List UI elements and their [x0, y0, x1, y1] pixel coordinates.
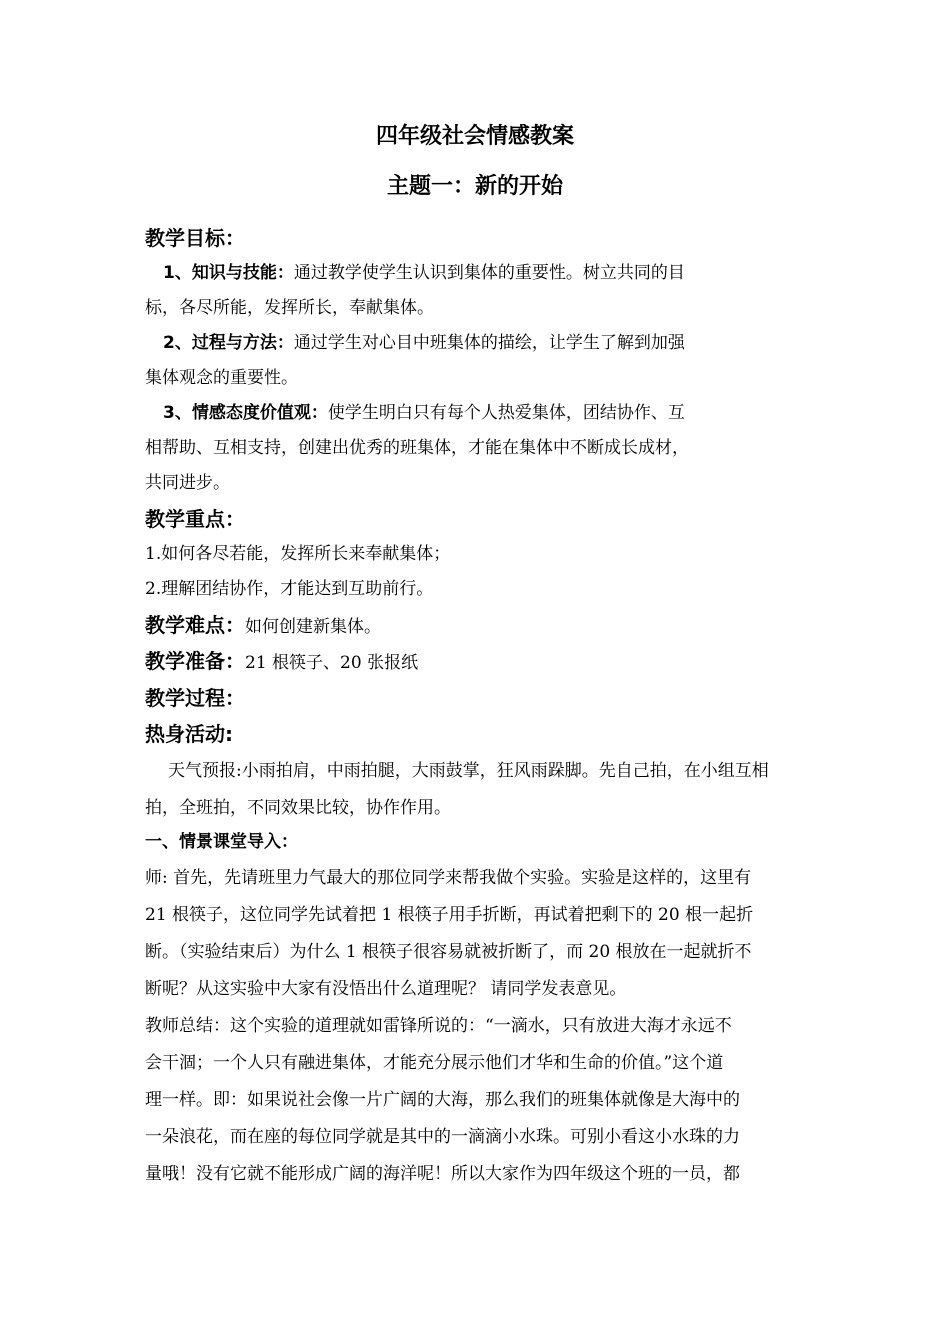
process-heading: 教学过程： — [145, 686, 245, 710]
section-1-line-4: 断呢？从这实验中大家有没悟出什么道理呢？ 请同学发表意见。 — [145, 979, 627, 999]
objectives-heading: 教学目标： — [145, 226, 245, 250]
objective-1-text: 通过教学使学生认识到集体的重要性。树立共同的目 — [293, 263, 685, 283]
objective-3-continued-1: 相帮助、互相支持，创建出优秀的班集体，才能在集体中不断成长成材， — [145, 438, 689, 458]
objective-2-text: 通过学生对心目中班集体的描绘，让学生了解到加强 — [293, 333, 685, 353]
objective-1-label: 1、知识与技能： — [163, 263, 294, 283]
difficulty-line — [145, 611, 381, 641]
warmup-heading: 热身活动: — [145, 722, 233, 746]
difficulty-text: 如何创建新集体。 — [245, 617, 381, 637]
section-1-line-9: 量哦！没有它就不能形成广阔的海洋呢！所以大家作为四年级这个班的一员，都 — [145, 1164, 740, 1184]
section-1-line-6: 会干涸；一个人只有融进集体，才能充分展示他们才华和生命的价值。”这个道 — [145, 1053, 724, 1073]
section-1-line-3: 断。（实验结束后）为什么 1 根筷子很容易就被折断了，而 20 根放在一起就折不 — [145, 942, 752, 962]
objective-2-label: 2、过程与方法： — [163, 333, 294, 353]
objective-3-text: 使学生明白只有每个人热爱集体，团结协作、互 — [327, 403, 685, 423]
warmup-text-2: 拍，全班拍，不同效果比较，协作作用。 — [145, 798, 451, 818]
key-point-2: 2.理解团结协作，才能达到互助前行。 — [145, 579, 434, 599]
key-point-1: 1.如何各尽若能，发挥所长来奉献集体； — [145, 544, 451, 564]
document-title: 四年级社会情感教案 — [375, 124, 574, 149]
objective-3-label: 3、情感态度价值观： — [163, 403, 328, 423]
warmup-text-1: 天气预报:小雨拍肩，中雨拍腿，大雨鼓掌，狂风雨跺脚。先自己拍，在小组互相 — [168, 761, 769, 781]
preparation-heading: 教学准备： — [145, 649, 245, 673]
preparation-text: 21 根筷子、20 张报纸 — [245, 653, 419, 673]
section-1-line-5: 教师总结：这个实验的道理就如雷锋所说的：“一滴水，只有放进大海才永远不 — [145, 1016, 732, 1036]
preparation-line — [145, 647, 418, 677]
section-1-heading: 一、情景课堂导入： — [145, 832, 298, 852]
section-1-line-8: 一朵浪花，而在座的每位同学就是其中的一滴滴小水珠。可别小看这小水珠的力 — [145, 1127, 740, 1147]
key-points-heading: 教学重点： — [145, 507, 245, 531]
difficulty-heading: 教学难点： — [145, 613, 245, 637]
objective-1-continued: 标，各尽所能，发挥所长，奉献集体。 — [145, 298, 434, 318]
section-1-line-1: 师: 首先，先请班里力气最大的那位同学来帮我做个实验。实验是这样的，这里有 — [145, 868, 752, 888]
objective-2-continued: 集体观念的重要性。 — [145, 368, 298, 388]
objective-2 — [163, 331, 685, 355]
objective-3-continued-2: 共同进步。 — [145, 473, 230, 493]
section-1-line-7: 理一样。即：如果说社会像一片广阔的大海，那么我们的班集体就像是大海中的 — [145, 1090, 740, 1110]
section-1-line-2: 21 根筷子，这位同学先试着把 1 根筷子用手折断，再试着把剩下的 20 根一起折 — [145, 905, 754, 925]
document-subtitle: 主题一：新的开始 — [386, 174, 563, 199]
objective-3 — [163, 401, 685, 425]
objective-1 — [163, 261, 685, 285]
